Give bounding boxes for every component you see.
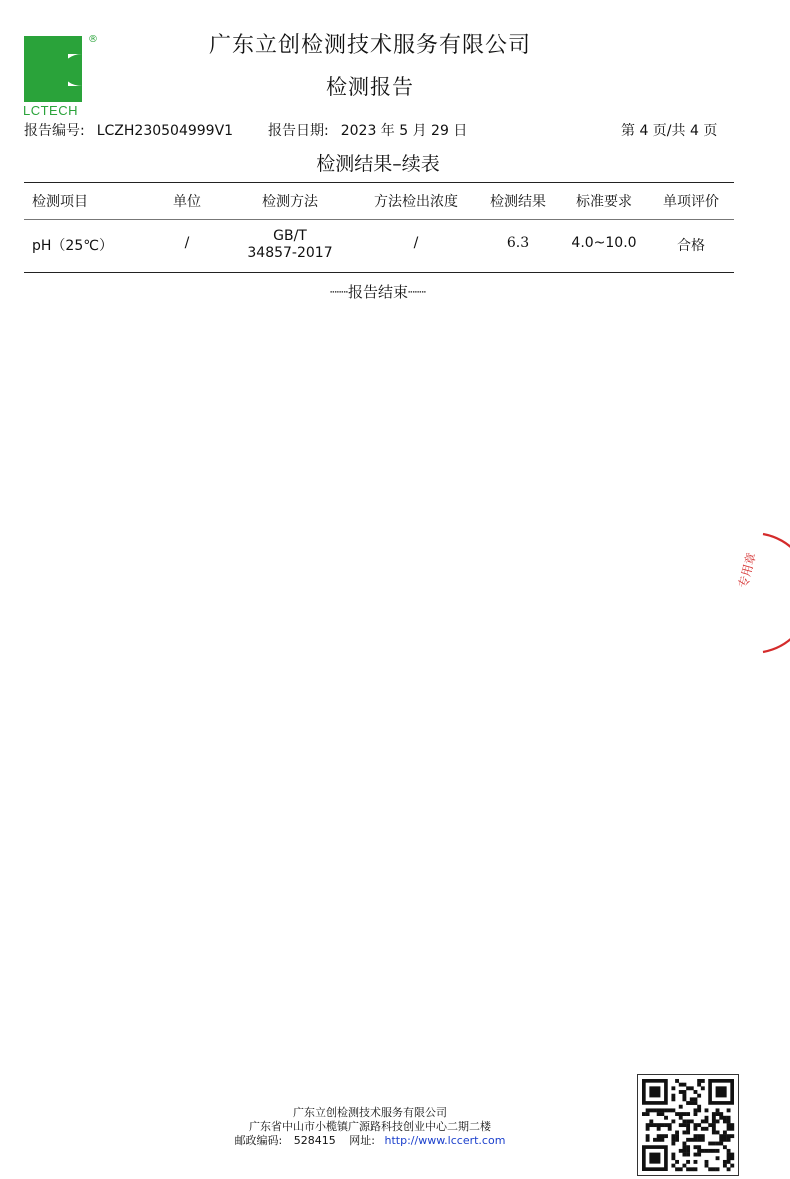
- postcode-label: 邮政编码:: [234, 1134, 283, 1147]
- report-end-marker: ┈┈报告结束┈┈: [329, 283, 427, 301]
- header-standard: 标准要求: [576, 194, 632, 210]
- row-item: pH（25℃）: [32, 238, 113, 254]
- footer-company: 广东立创检测技术服务有限公司: [293, 1106, 447, 1119]
- table-top-rule: [24, 182, 734, 183]
- report-date-value: 2023 年 5 月 29 日: [340, 123, 468, 139]
- row-detection-limit: /: [413, 235, 419, 251]
- row-evaluation: 合格: [677, 238, 705, 254]
- row-method: [240, 228, 340, 262]
- row-method-line1: GB/T: [273, 228, 307, 244]
- report-number-value: LCZH230504999V1: [96, 123, 234, 139]
- seal-stamp-icon: [757, 528, 790, 658]
- company-name: 广东立创检测技术服务有限公司: [208, 33, 531, 58]
- row-result: 6.3: [506, 235, 530, 251]
- header-detection-limit: 方法检出浓度: [374, 194, 458, 210]
- row-method-line2: 34857-2017: [247, 245, 333, 261]
- footer-contact: [0, 1132, 740, 1148]
- table-header-rule: [24, 219, 734, 220]
- report-date: [268, 120, 467, 140]
- postcode-value: 528415: [293, 1134, 336, 1147]
- header-method: 检测方法: [262, 194, 318, 210]
- qr-code-icon: [638, 1075, 738, 1175]
- report-number-label: 报告编号:: [24, 123, 85, 139]
- footer-address: 广东省中山市小榄镇广源路科技创业中心二期二楼: [249, 1120, 491, 1133]
- company-seal: [735, 528, 790, 658]
- page-info: 第 4 页/共 4 页: [621, 123, 718, 139]
- header-item: 检测项目: [32, 194, 88, 210]
- logo-text: LCTECH: [23, 103, 79, 118]
- table-bottom-rule: [24, 272, 734, 273]
- header-unit: 单位: [173, 194, 201, 210]
- report-title: 检测报告: [326, 75, 414, 99]
- website-label: 网址:: [349, 1134, 375, 1147]
- registered-mark: ®: [88, 34, 98, 45]
- header-evaluation: 单项评价: [663, 194, 719, 210]
- row-standard: 4.0~10.0: [571, 235, 637, 251]
- section-title: 检测结果–续表: [316, 153, 440, 175]
- qr-code: [637, 1074, 739, 1176]
- row-unit: /: [184, 235, 190, 251]
- website-link[interactable]: http://www.lccert.com: [384, 1134, 506, 1147]
- report-number: [24, 120, 233, 140]
- report-date-label: 报告日期:: [268, 123, 329, 139]
- header-result: 检测结果: [490, 194, 546, 210]
- seal-text: 专用章: [735, 551, 759, 590]
